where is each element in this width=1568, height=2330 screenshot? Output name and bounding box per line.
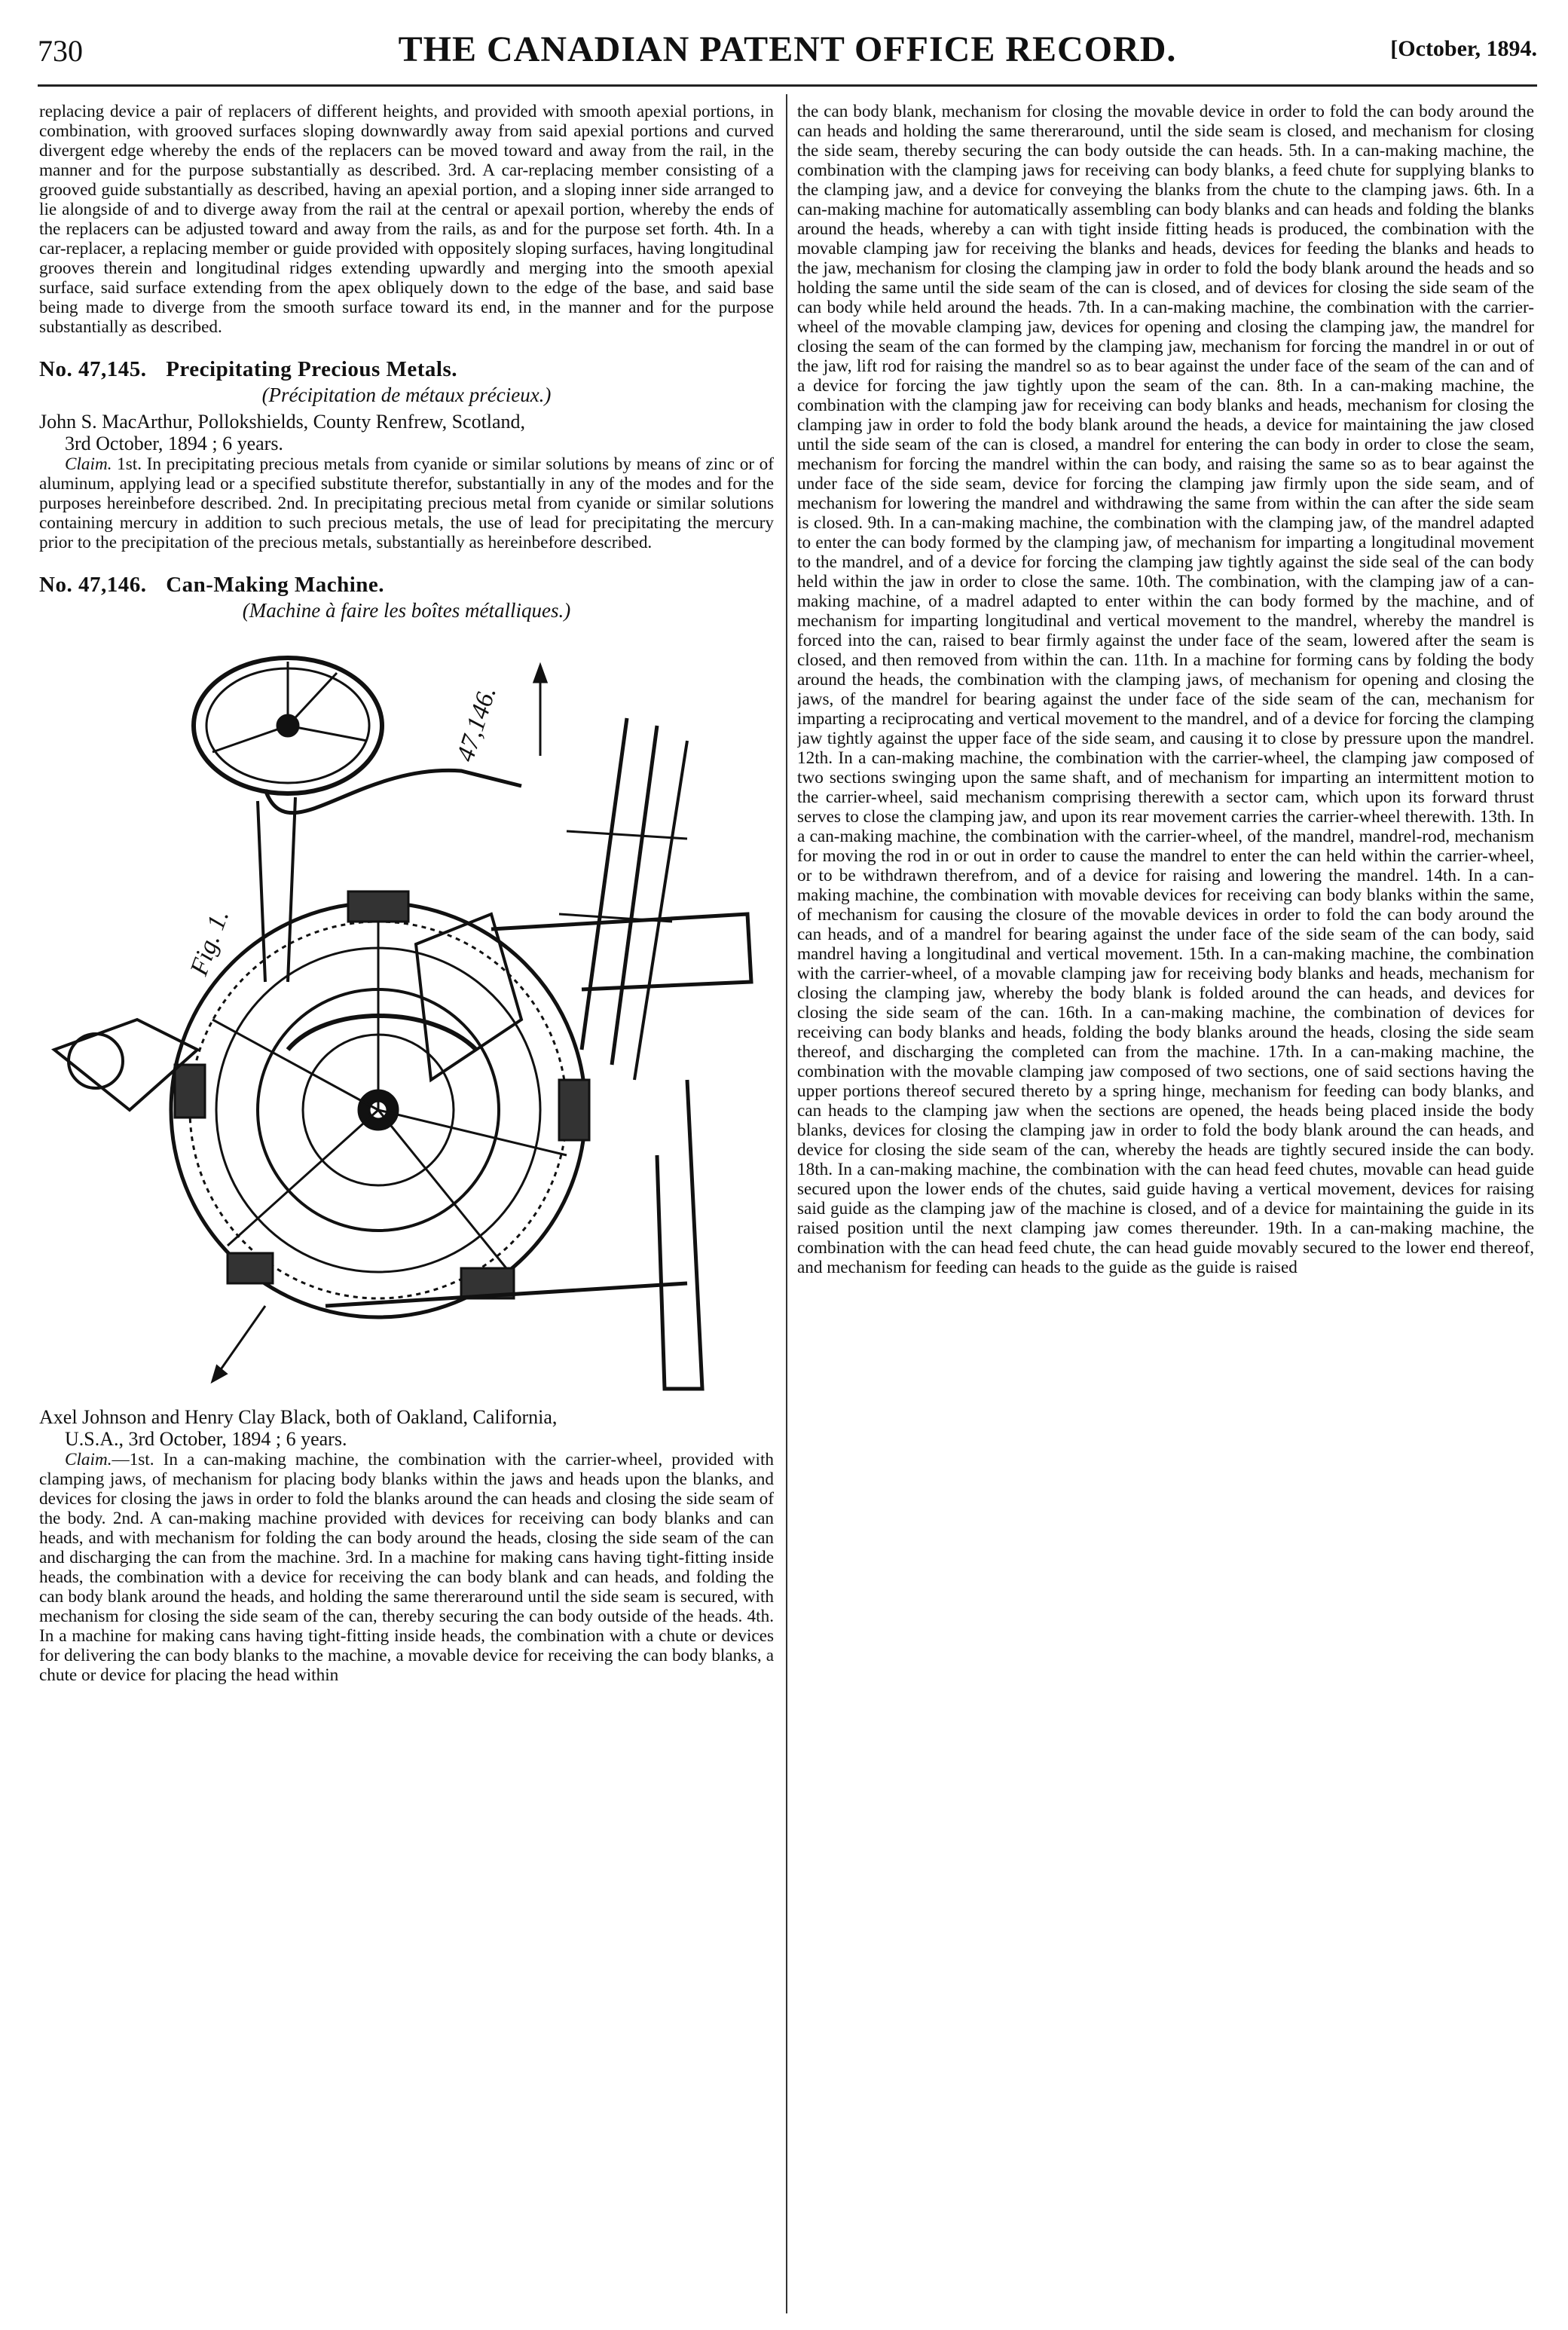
claim-text: —1st. In a can-making machine, the combination with the carrier-wheel, provided with clamping jaws, of mechanism for placing body blanks within the jaws and heads upon the blanks, and devices for closing the jaws in order to fold the blanks around the can heads and closing the side seam of the body. 2nd. A can-making machine provided with devices for receiving can body blanks and can heads, and with mechanism for folding the can body around the heads, closing the side seam of the can and discharging the can from the machine. 3rd. In a machine for making cans having tight-fitting inside heads, the combination with a device for receiving the can body blank and can heads, and folding the can body blank around the heads, and holding the same thereraround until the side seam is secured, with mechanism for closing the side seam of the can, thereby securing the can body outside of the heads. 4th. In a machine for making cans having tight-fitting inside heads, the combination with a chute or devices for delivering the can body blanks to the machine, a movable device for receiving the can body blanks, a chute or device for placing the head within: [39, 1450, 774, 1685]
claim-text: 1st. In precipitating precious metals from cyanide or similar solutions by means of zinc or of aluminum, applying lead or a specified substitute therefor, substantially in any of the modes and for the purposes hereinbefore described. 2nd. In precipitating precious metal from cyanide or similar solutions containing mercury in addition to such precious metals, the use of lead for precipitating the mercury prior to the precipitation of the precious metals, substantially as hereinbefore described.: [39, 454, 774, 552]
header-rule: [38, 84, 1537, 87]
issue-date: [October, 1894.: [1390, 36, 1537, 61]
figure-label: Fig. 1.: [185, 906, 235, 980]
page-header: [38, 29, 1537, 74]
figure-patent-number: 47,146.: [451, 683, 502, 766]
patent-heading-47146: [39, 575, 774, 595]
patent-french-title: (Précipitation de métaux précieux.): [261, 384, 552, 406]
patent-number: No. 47,146.: [39, 573, 147, 597]
claim-paragraph: [39, 454, 774, 552]
inventor-name: Axel Johnson and Henry Clay Black, both of Oakland, California,: [39, 1406, 558, 1428]
continuation-paragraph: replacing device a pair of replacers of different heights, and provided with smooth apexial portions, in combination, with grooved surfaces sloping downwardly away from said apexial portions and curved divergent edge whereby the ends of the replacers can be moved toward and away from the rail, in the manner and for the purpose substantially as described. 3rd. A car-replacing member consisting of a grooved guide substantially as described, having an apexial portion, and a sloping inner side arranged to lie alongside of and to diverge away from the rail at the central or apexail portion, whereby the ends of the replacers can be adjusted toward and away from the rails, as and for the purpose set forth. 4th. In a car-replacer, a replacing member or guide provided with oppositely sloping surfaces, having longitudinal grooves therein and longitudinal ridges extending upwardly and merging into the smooth apexial surface, said surface extending from the apex obliquely down to the edge of the base, and said base being made to diverge from the smooth surface toward its end, in the manner and for the purpose substantially as described.: [39, 102, 774, 337]
journal-title: THE CANADIAN PATENT OFFICE RECORD.: [398, 29, 1177, 69]
patent-french-title: (Machine à faire les boîtes métalliques.): [242, 599, 571, 622]
claim-paragraph: [39, 1450, 774, 1685]
patent-title: Precipitating Precious Metals.: [166, 357, 458, 381]
page-number: 730: [38, 34, 83, 68]
can-making-machine-figure: [39, 628, 774, 1393]
claim-label: Claim.: [65, 1450, 112, 1469]
inventor-line: [39, 1406, 774, 1450]
claim-label: Claim.: [65, 454, 112, 474]
inventor-line: [39, 411, 774, 454]
claims-continuation-paragraph: the can body blank, mechanism for closing the movable device in order to fold the can body around the can heads and holding the same thereraround, until the side seam is closed, and mechanism for closing the side seam, thereby securing the can body outside the can heads. 5th. In a can-making machine, the combination with the clamping jaws for receiving can body blanks, a feed chute for supplying blanks to the clamping jaw, and a device for conveying the blanks from the chute to the clamping jaws. 6th. In a can-making machine for automatically assembling can body blanks and can heads and folding the blanks around the heads, whereby a can with tight inside fitting heads is produced, the combination with the movable clamping jaw for receiving the blanks and heads, devices for feeding the blanks and heads to the jaw, mechanism for closing the clamping jaw in order to fold the body blank around the heads and so holding the same until the side seam of the can is closed, and of devices for closing the side seam of the can body while held around the heads. 7th. In a can-making machine, the combination with the carrier-wheel of the movable clamping jaw, devices for opening and closing the clamping jaw, the mandrel for closing the seam of the can formed by the clamping jaw, mechanism for forcing the mandrel in or out of the jaw, lift rod for raising the mandrel so as to bear against the under face of the seam of the can and of a device for forcing the jaw tightly upon the seam of the can. 8th. In a can-making machine, the combination with the clamping jaw for receiving can body blanks and heads, mechanism for closing the clamping jaw in order to fold the body blank around the heads, a device for maintaining the jaw closed until the side seam of the can is closed, a mandrel for entering the can body in order to close the seam, mechanism for forcing the mandrel within the can body, and raising the same so as to bear against the under face of the side seam, device for forcing the clamping jaw firmly upon the side seam, and of mechanism for lowering the mandrel and withdrawing the same from within the can after the side seam is closed. 9th. In a can-making machine, the combination with the clamping jaw, of the mandrel adapted to enter the can body formed by the clamping jaw, of mechanism for imparting a longitudinal movement to the mandrel, and of a device for forcing the clamping jaw tightly against the side seal of the can body held within the jaw in order to close the same. 10th. The combination, with the clamping jaw of a can-making machine, of a madrel adapted to enter within the can body formed by the machine, and of mechanism for imparting longitudinal and vertical movement to the mandrel, whereby the mandrel is forced into the can, raised to bear firmly against the under face of the seam, lowered after the seam is closed, and then removed from within the can. 11th. In a machine for forming cans by folding the body around the heads, the combination with the clamping jaws, of mechanism for opening and closing the jaws, of the mandrel for bearing against the under face of the side seam of the can, mechanism for imparting a reciprocating and vertical movement to the mandrel, and of a device for forcing the clamping jaw tightly against the upper face of the side seam, and causing it to close by pressure upon the mandrel. 12th. In a can-making machine, the combination with the carrier-wheel, the clamping jaw composed of two sections swinging upon the same shaft, and of mechanism for imparting an intermittent motion to the carrier-wheel, said mechanism comprising therewith a sector cam, which upon its forward thrust serves to close the clamping jaw, and upon its rear movement carries the carrier-wheel therewith. 13th. In a can-making machine, the combination with the carrier-wheel, of the mandrel, mandrel-rod, mechanism for moving the rod in or out in order to cause the mandrel to enter the can held within the carrier-wheel, or to be withdrawn therefrom, and of a device for raising and lowering the mandrel. 14th. In a can-making machine, the combination with movable devices for receiving can body blanks within the same, of mechanism for causing the closure of the movable devices in order to fold the can body around the can heads, and of a mandrel for bearing against the under face of the side seam of the can body, said mandrel having a longitudinal and vertical movement. 15th. In a can-making machine, the combination with the carrier-wheel, of a movable clamping jaw for receiving body blanks and heads, mechanism for closing the clamping jaw, whereby the body blank is folded around the can heads, and devices for closing the side seam of the can. 16th. In a can-making machine, the combination of devices for receiving can body blanks and heads, folding the body blanks around the heads, closing the side seam thereof, and discharging the completed can from the machine. 17th. In a can-making machine, the combination with the movable clamping jaw composed of two sections, one of said sections having the upper portions thereof secured thereto by a spring hinge, mechanism for feeding can body blanks, and can heads to the clamping jaw when the sections are opened, the heads being placed inside the body blanks, devices for closing the clamping jaw in order to fold the body blank around the can heads, and device for closing the side seam of the can, whereby the heads are tightly secured inside the can body. 18th. In a can-making machine, the combination with the can head feed chutes, movable can head guide secured upon the lower ends of the chutes, said guide having a vertical movement, devices for raising said guide as the clamping jaw of the machine is closed, and of a device for maintaining the guide in its raised position until the next clamping jaw comes thereunder. 19th. In a can-making machine, the combination with the can head feed chute, the can head guide movably secured to the lower end thereof, and mechanism for feeding can heads to the guide as the guide is raised: [797, 102, 1534, 1277]
patent-title: Can-Making Machine.: [166, 573, 385, 597]
right-column: [797, 102, 1534, 2317]
inventor-date: U.S.A., 3rd October, 1894 ; 6 years.: [65, 1428, 347, 1450]
patent-heading-47145: [39, 359, 774, 379]
inventor-date: 3rd October, 1894 ; 6 years.: [65, 433, 283, 454]
column-divider: [786, 94, 787, 2313]
left-column: [39, 102, 774, 2317]
patent-number: No. 47,145.: [39, 357, 147, 381]
machine-drawing: [39, 628, 774, 1393]
inventor-name: John S. MacArthur, Pollokshields, County Renfrew, Scotland,: [39, 411, 526, 433]
